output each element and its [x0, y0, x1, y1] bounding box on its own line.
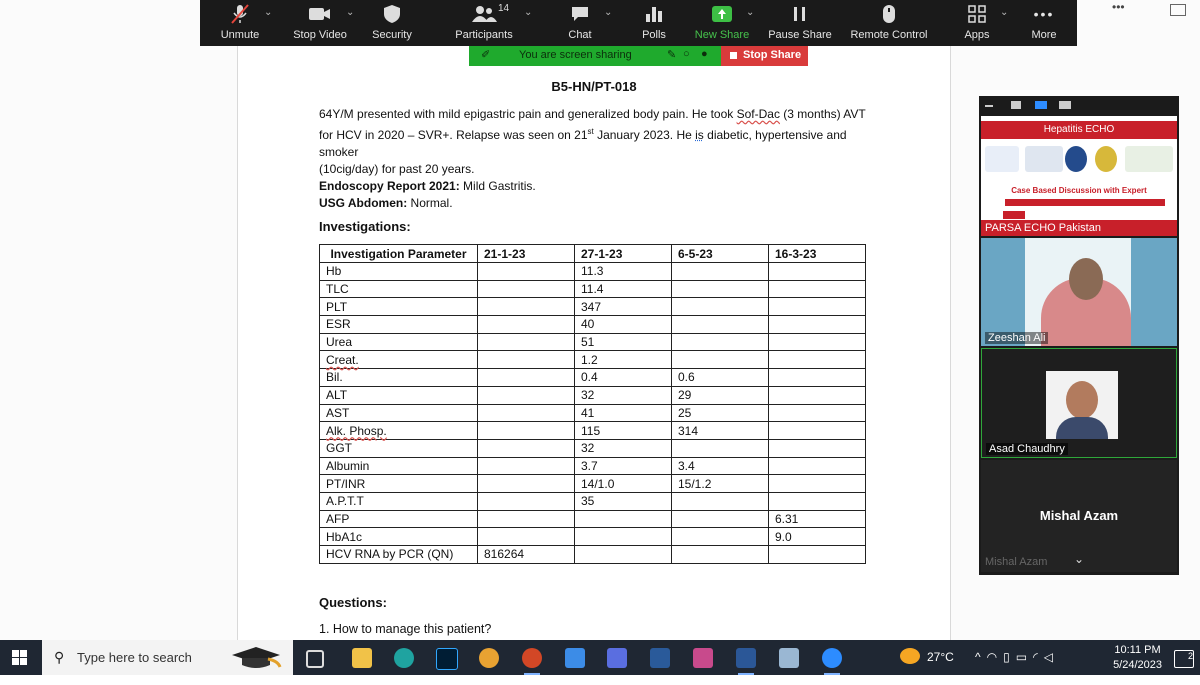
- table-row: [320, 351, 866, 369]
- value-cell: 41: [575, 404, 672, 422]
- remote-control-label: Remote Control: [850, 29, 928, 41]
- value-cell: 14/1.0: [575, 475, 672, 493]
- value-cell: [672, 263, 769, 281]
- text-line: (10cig/day) for past 20 years.: [319, 162, 475, 176]
- table-row: [320, 475, 866, 493]
- chevron-down-icon[interactable]: ⌄: [604, 7, 613, 18]
- parameter-cell: PLT: [320, 298, 478, 316]
- value-cell: [769, 280, 866, 298]
- value-cell: [575, 546, 672, 564]
- logo-image: [1025, 146, 1063, 172]
- value-cell: 25: [672, 404, 769, 422]
- table-header-cell: 27-1-23: [575, 245, 672, 263]
- text-run: for HCV in 2020 – SVR+. Relapse was seen on 21: [319, 128, 588, 142]
- photoshop-icon[interactable]: [436, 648, 458, 670]
- value-cell: [769, 333, 866, 351]
- graduation-cap-icon: [228, 643, 284, 671]
- participants-label: Participants: [455, 29, 513, 41]
- apps-label: Apps: [964, 29, 990, 41]
- value-cell: [769, 457, 866, 475]
- value-cell: [769, 546, 866, 564]
- new-share-button[interactable]: [692, 0, 755, 46]
- usg-label: USG Abdomen:: [319, 196, 408, 210]
- endoscopy-label: Endoscopy Report 2021:: [319, 179, 460, 193]
- value-cell: [769, 422, 866, 440]
- unmute-button[interactable]: [208, 0, 272, 46]
- value-cell: [672, 528, 769, 546]
- participant-avatar: [1046, 371, 1118, 439]
- stop-video-button[interactable]: [288, 0, 355, 46]
- screen-sharing-status: You are screen sharing: [519, 49, 632, 61]
- edge-icon[interactable]: [394, 648, 414, 668]
- polls-button[interactable]: [626, 0, 682, 46]
- value-cell: [672, 492, 769, 510]
- value-cell: [672, 298, 769, 316]
- chevron-up-icon[interactable]: ^: [975, 650, 987, 664]
- more-button[interactable]: [1020, 0, 1068, 46]
- table-row: [320, 298, 866, 316]
- value-cell: 32: [575, 386, 672, 404]
- search-placeholder: Type here to search: [77, 650, 192, 665]
- value-cell: [575, 528, 672, 546]
- text-run: Sof-Dac: [736, 107, 780, 121]
- chat-label: Chat: [568, 29, 592, 41]
- value-cell: [478, 263, 575, 281]
- store-icon[interactable]: [565, 648, 585, 668]
- screen-sharing-banner: [469, 46, 721, 66]
- remote-control-button[interactable]: [848, 0, 930, 46]
- value-cell: [478, 404, 575, 422]
- chevron-down-icon[interactable]: ⌄: [746, 7, 755, 18]
- value-cell: [478, 510, 575, 528]
- chevron-down-icon[interactable]: ⌄: [346, 7, 355, 18]
- copilot-icon[interactable]: [607, 648, 627, 668]
- pause-share-label: Pause Share: [768, 29, 832, 41]
- network-icon[interactable]: ◠: [986, 650, 1004, 664]
- clock-date: 5/24/2023: [1113, 659, 1162, 671]
- clipchamp-icon[interactable]: [693, 648, 713, 668]
- more-dots-icon[interactable]: •••: [1112, 0, 1125, 14]
- participant-name: Zeeshan Ali: [985, 332, 1048, 344]
- value-cell: 6.31: [769, 510, 866, 528]
- value-cell: 816264: [478, 546, 575, 564]
- video-panel: [979, 96, 1179, 575]
- parameter-cell: TLC: [320, 280, 478, 298]
- slide-footer: [981, 220, 1177, 236]
- value-cell: [769, 316, 866, 334]
- parameter-cell: HCV RNA by PCR (QN): [320, 546, 478, 564]
- slide-date-bar: [1005, 199, 1165, 206]
- participant-video-zeeshan[interactable]: [981, 238, 1177, 346]
- parameter-cell: Creat.: [320, 351, 478, 369]
- value-cell: [478, 333, 575, 351]
- parameter-cell: Bil.: [320, 369, 478, 387]
- value-cell: [672, 546, 769, 564]
- table-row: [320, 457, 866, 475]
- apps-button[interactable]: [952, 0, 1009, 46]
- table-header-cell: 16-3-23: [769, 245, 866, 263]
- share-screen-icon: [711, 5, 733, 23]
- mic-icon[interactable]: ▯: [1003, 650, 1016, 664]
- table-row: [320, 404, 866, 422]
- table-header-row: [320, 245, 866, 263]
- clock-time: 10:11 PM: [1114, 644, 1161, 656]
- table-row: [320, 369, 866, 387]
- paint-icon[interactable]: [479, 648, 499, 668]
- parameter-cell: Hb: [320, 263, 478, 281]
- value-cell: [478, 422, 575, 440]
- investigations-heading: Investigations:: [319, 219, 411, 234]
- window-controls: [1112, 2, 1186, 18]
- participant-name: Mishal Azam: [1039, 508, 1119, 523]
- shield-icon: [383, 4, 401, 24]
- new-share-label: New Share: [694, 29, 750, 41]
- parameter-cell: AFP: [320, 510, 478, 528]
- logo-image: [1125, 146, 1173, 172]
- participant-image: [1069, 258, 1103, 300]
- parameter-cell: Alk. Phosp.: [320, 422, 478, 440]
- zoom-app-icon[interactable]: [822, 648, 842, 668]
- taskbar-clock[interactable]: [1113, 643, 1162, 673]
- taskbar-search-box[interactable]: [42, 640, 293, 675]
- value-cell: 9.0: [769, 528, 866, 546]
- notes-icon[interactable]: [779, 648, 799, 668]
- pause-icon: [792, 5, 808, 23]
- value-cell: 3.4: [672, 457, 769, 475]
- text-run: diabetic, hypertensive and smoker: [319, 128, 847, 159]
- participants-button[interactable]: [448, 0, 533, 46]
- value-cell: [478, 492, 575, 510]
- parameter-cell: AST: [320, 404, 478, 422]
- value-cell: [672, 351, 769, 369]
- table-row: [320, 422, 866, 440]
- stop-share-label: Stop Share: [743, 49, 802, 61]
- shield-check-icon[interactable]: ●: [701, 48, 708, 60]
- chat-button[interactable]: [552, 0, 613, 46]
- slide-subtitle: Case Based Discussion with Expert: [1011, 186, 1147, 195]
- table-header-cell: Investigation Parameter: [320, 245, 478, 263]
- chevron-down-icon[interactable]: ⌄: [1000, 7, 1009, 18]
- value-cell: 11.3: [575, 263, 672, 281]
- parameter-cell: ALT: [320, 386, 478, 404]
- security-button[interactable]: [360, 0, 424, 46]
- table-header-cell: 21-1-23: [478, 245, 575, 263]
- question-1: 1. How to manage this patient?: [319, 622, 492, 636]
- video-camera-icon: [308, 5, 332, 23]
- wifi-icon[interactable]: ◜: [1033, 650, 1044, 664]
- table-row: [320, 386, 866, 404]
- value-cell: 35: [575, 492, 672, 510]
- chevron-down-icon[interactable]: ⌄: [1074, 552, 1085, 566]
- value-cell: 51: [575, 333, 672, 351]
- value-cell: 0.6: [672, 369, 769, 387]
- table-row: [320, 510, 866, 528]
- logo-image: [1095, 146, 1117, 172]
- value-cell: [769, 439, 866, 457]
- text-run: (3 months) AVT: [779, 107, 866, 121]
- muted-mic-icon: [229, 3, 251, 25]
- powerpoint-icon[interactable]: [522, 648, 542, 668]
- zoom-toolbar: [200, 0, 1077, 46]
- investigations-table: [319, 244, 866, 564]
- pin-icon[interactable]: ✐: [481, 49, 491, 61]
- chat-icon: [570, 5, 590, 23]
- value-cell: [478, 475, 575, 493]
- table-body: [320, 263, 866, 564]
- circle-icon[interactable]: ○: [683, 48, 690, 60]
- value-cell: [478, 369, 575, 387]
- parameter-cell: Urea: [320, 333, 478, 351]
- value-cell: 3.7: [575, 457, 672, 475]
- file-explorer-icon[interactable]: [352, 648, 372, 668]
- value-cell: 1.2: [575, 351, 672, 369]
- polls-label: Polls: [642, 29, 666, 41]
- pause-share-button[interactable]: [766, 0, 834, 46]
- logo-image: [1065, 146, 1087, 172]
- value-cell: [478, 316, 575, 334]
- text-run: 64Y/M presented with mild epigastric pain and generalized body pain. He took: [319, 107, 737, 121]
- search-icon: ⚲: [54, 649, 65, 665]
- table-row: [320, 333, 866, 351]
- value-cell: [672, 510, 769, 528]
- value-cell: 11.4: [575, 280, 672, 298]
- value-cell: 29: [672, 386, 769, 404]
- mic-off-icon[interactable]: ✎: [667, 49, 677, 61]
- value-cell: 32: [575, 439, 672, 457]
- table-header-cell: 6-5-23: [672, 245, 769, 263]
- word-icon[interactable]: [736, 648, 756, 668]
- stop-video-label: Stop Video: [293, 29, 347, 41]
- participants-icon: [471, 4, 497, 24]
- value-cell: [672, 333, 769, 351]
- value-cell: [769, 298, 866, 316]
- text-run: January 2023. He: [593, 128, 696, 142]
- value-cell: [769, 386, 866, 404]
- stop-share-button[interactable]: [721, 46, 808, 66]
- value-cell: [769, 351, 866, 369]
- value-cell: [478, 457, 575, 475]
- value-cell: 0.4: [575, 369, 672, 387]
- slide-logos: [985, 146, 1173, 176]
- value-cell: [672, 439, 769, 457]
- value-cell: [575, 510, 672, 528]
- table-row: [320, 546, 866, 564]
- value-cell: [672, 316, 769, 334]
- value-cell: 115: [575, 422, 672, 440]
- text-run: st: [587, 127, 594, 136]
- value-cell: [478, 528, 575, 546]
- value-cell: 347: [575, 298, 672, 316]
- value-cell: [478, 351, 575, 369]
- value-cell: [769, 263, 866, 281]
- value-cell: 15/1.2: [672, 475, 769, 493]
- table-row: [320, 263, 866, 281]
- windows-start-icon[interactable]: [12, 650, 27, 665]
- temperature-label: 27°C: [927, 650, 954, 664]
- windows-taskbar: [0, 640, 1200, 675]
- table-row: [320, 439, 866, 457]
- video-panel-header: [979, 96, 1179, 116]
- participant-name-label: Mishal Azam: [985, 556, 1048, 568]
- participant-name: Asad Chaudhry: [986, 443, 1068, 455]
- case-description: [319, 106, 879, 212]
- stop-icon: [730, 52, 737, 59]
- notifications-icon[interactable]: [1174, 650, 1194, 668]
- table-row: [320, 528, 866, 546]
- shared-slide-tile[interactable]: [981, 116, 1177, 236]
- speaker-view-icon[interactable]: [1035, 101, 1047, 109]
- value-cell: 314: [672, 422, 769, 440]
- endoscopy-value: Mild Gastritis.: [459, 179, 536, 193]
- slide-presenter-tag: [1003, 211, 1025, 219]
- unmute-label: Unmute: [220, 29, 260, 41]
- parameter-cell: PT/INR: [320, 475, 478, 493]
- task-view-icon[interactable]: [306, 650, 324, 668]
- volume-icon[interactable]: ◁: [1043, 650, 1059, 664]
- polls-icon: [645, 5, 663, 23]
- slide-footer-label: PARSA ECHO Pakistan: [985, 222, 1101, 234]
- security-label: Security: [372, 29, 412, 41]
- participant-video-asad[interactable]: [981, 348, 1177, 458]
- document-page: [237, 0, 951, 640]
- value-cell: [478, 439, 575, 457]
- weather-sun-icon: [900, 648, 920, 664]
- minimize-icon[interactable]: [985, 105, 993, 107]
- parameter-cell: GGT: [320, 439, 478, 457]
- battery-icon[interactable]: ▭: [1015, 650, 1034, 664]
- value-cell: [769, 475, 866, 493]
- parameter-cell: HbA1c: [320, 528, 478, 546]
- notification-count: 2: [1187, 651, 1193, 661]
- thumbnail-view-icon[interactable]: [1011, 101, 1021, 109]
- parameter-cell: ESR: [320, 316, 478, 334]
- curtain-image: [981, 238, 1025, 346]
- value-cell: [478, 386, 575, 404]
- participant-video-mishal[interactable]: [981, 460, 1177, 572]
- table-row: [320, 492, 866, 510]
- document-title: B5-HN/PT-018: [551, 79, 637, 94]
- gallery-view-icon[interactable]: [1059, 101, 1071, 109]
- value-cell: [769, 404, 866, 422]
- apps-icon: [968, 5, 986, 23]
- value-cell: [672, 280, 769, 298]
- value-cell: [478, 280, 575, 298]
- more-label: More: [1031, 29, 1057, 41]
- more-dots-icon: •••: [1033, 6, 1055, 22]
- usg-value: Normal.: [407, 196, 453, 210]
- table-row: [320, 316, 866, 334]
- logo-image: [985, 146, 1019, 172]
- questions-heading: Questions:: [319, 595, 387, 610]
- slide-title: Hepatitis ECHO: [981, 121, 1177, 139]
- system-tray-icons[interactable]: [975, 650, 1059, 685]
- maximize-icon[interactable]: [1170, 4, 1186, 16]
- photos-icon[interactable]: [650, 648, 670, 668]
- curtain-image: [1131, 238, 1177, 346]
- table-row: [320, 280, 866, 298]
- value-cell: [769, 369, 866, 387]
- value-cell: [769, 492, 866, 510]
- mouse-icon: [882, 4, 896, 24]
- value-cell: [478, 298, 575, 316]
- participants-count: 14: [498, 3, 510, 14]
- parameter-cell: Albumin: [320, 457, 478, 475]
- text-run: is: [695, 128, 704, 142]
- value-cell: 40: [575, 316, 672, 334]
- chevron-down-icon[interactable]: ⌄: [524, 7, 533, 18]
- chevron-down-icon[interactable]: ⌄: [264, 7, 273, 18]
- parameter-cell: A.P.T.T: [320, 492, 478, 510]
